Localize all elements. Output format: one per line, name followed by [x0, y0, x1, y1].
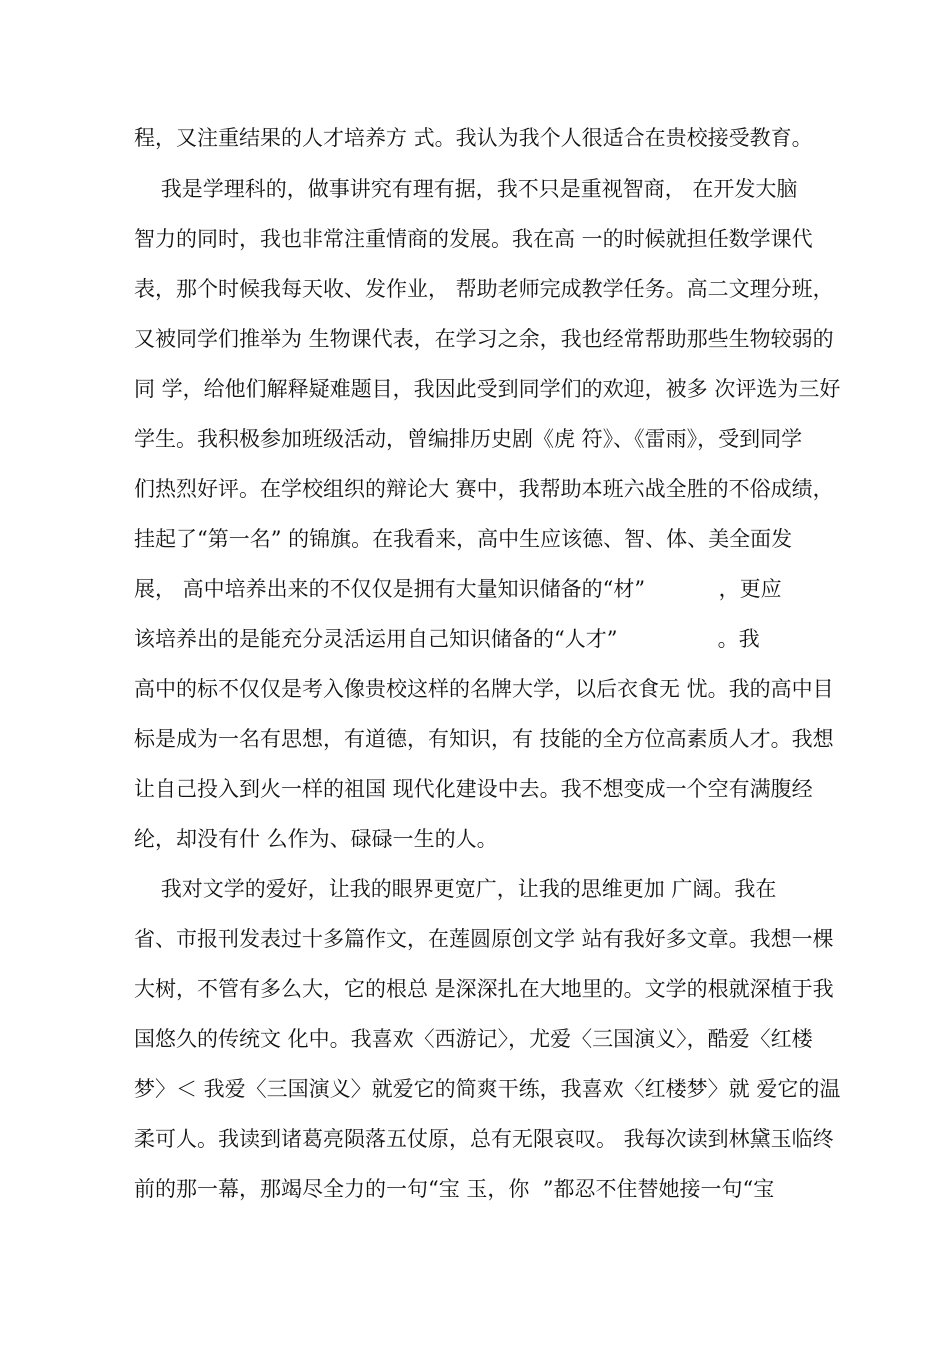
text-line: 高中的标不仅仅是考入像贵校这样的名牌大学，以后衣食无 忧。我的高中目 [134, 677, 834, 701]
text-line: 智力的同时，我也非常注重情商的发展。我在高 一的时候就担任数学课代 [134, 227, 813, 251]
text-line: 们热烈好评。在学校组织的辩论大 赛中，我帮助本班六战全胜的不俗成绩， [134, 477, 834, 501]
text-line: 挂起了“第一名” 的锦旗。在我看来，高中生应该德、智、体、美全面发 [134, 527, 793, 551]
text-line: 省、市报刊发表过十多篇作文，在莲圆原创文学 站有我好多文章。我想一棵 [134, 927, 834, 951]
text-line: 展， 高中培养出来的不仅仅是拥有大量知识储备的“材” ，更应 [134, 577, 782, 601]
text-line: 纶，却没有什 么作为、碌碌一生的人。 [134, 827, 498, 851]
text-line: 让自己投入到火一样的祖国 现代化建设中去。我不想变成一个空有满腹经 [134, 777, 813, 801]
text-line: 表，那个时候我每天收、发作业， 帮助老师完成教学任务。高二文理分班， [134, 277, 834, 301]
text-line: 大树，不管有多么大，它的根总 是深深扎在大地里的。文学的根就深植于我 [134, 977, 834, 1001]
text-line: 标是成为一名有思想，有道德，有知识，有 技能的全方位高素质人才。我想 [134, 727, 834, 751]
text-line: 程，又注重结果的人才培养方 式。我认为我个人很适合在贵校接受教育。 [134, 126, 813, 150]
text-line: 梦〉＜ 我爱〈三国演义〉就爱它的简爽干练，我喜欢〈红楼梦〉就 爱它的温 [134, 1077, 841, 1101]
text-line: 国悠久的传统文 化中。我喜欢〈西游记〉，尤爱〈三国演义〉，酷爱〈红楼 [134, 1027, 813, 1051]
text-line: 柔可人。我读到诸葛亮陨落五仗原，总有无限哀叹。 我每次读到林黛玉临终 [134, 1127, 834, 1151]
text-line: 学生。我积极参加班级活动，曾编排历史剧《虎 符》、《雷雨》，受到同学 [134, 427, 803, 451]
text-line: 同 学，给他们解释疑难题目，我因此受到同学们的欢迎，被多 次评选为三好 [134, 377, 841, 401]
text-line: 前的那一幕，那竭尽全力的一句“宝 玉，你 ”都忍不住替她接一句“宝 [134, 1177, 775, 1201]
text-line: 该培养出的是能充分灵活运用自己知识储备的“人才” 。我 [134, 627, 760, 651]
text-line: 我是学理科的，做事讲究有理有据，我不只是重视智商， 在开发大脑 [134, 177, 798, 201]
text-line: 又被同学们推举为 生物课代表，在学习之余，我也经常帮助那些生物较弱的 [134, 327, 834, 351]
text-line: 我对文学的爱好，让我的眼界更宽广，让我的思维更加 广阔。我在 [134, 877, 777, 901]
